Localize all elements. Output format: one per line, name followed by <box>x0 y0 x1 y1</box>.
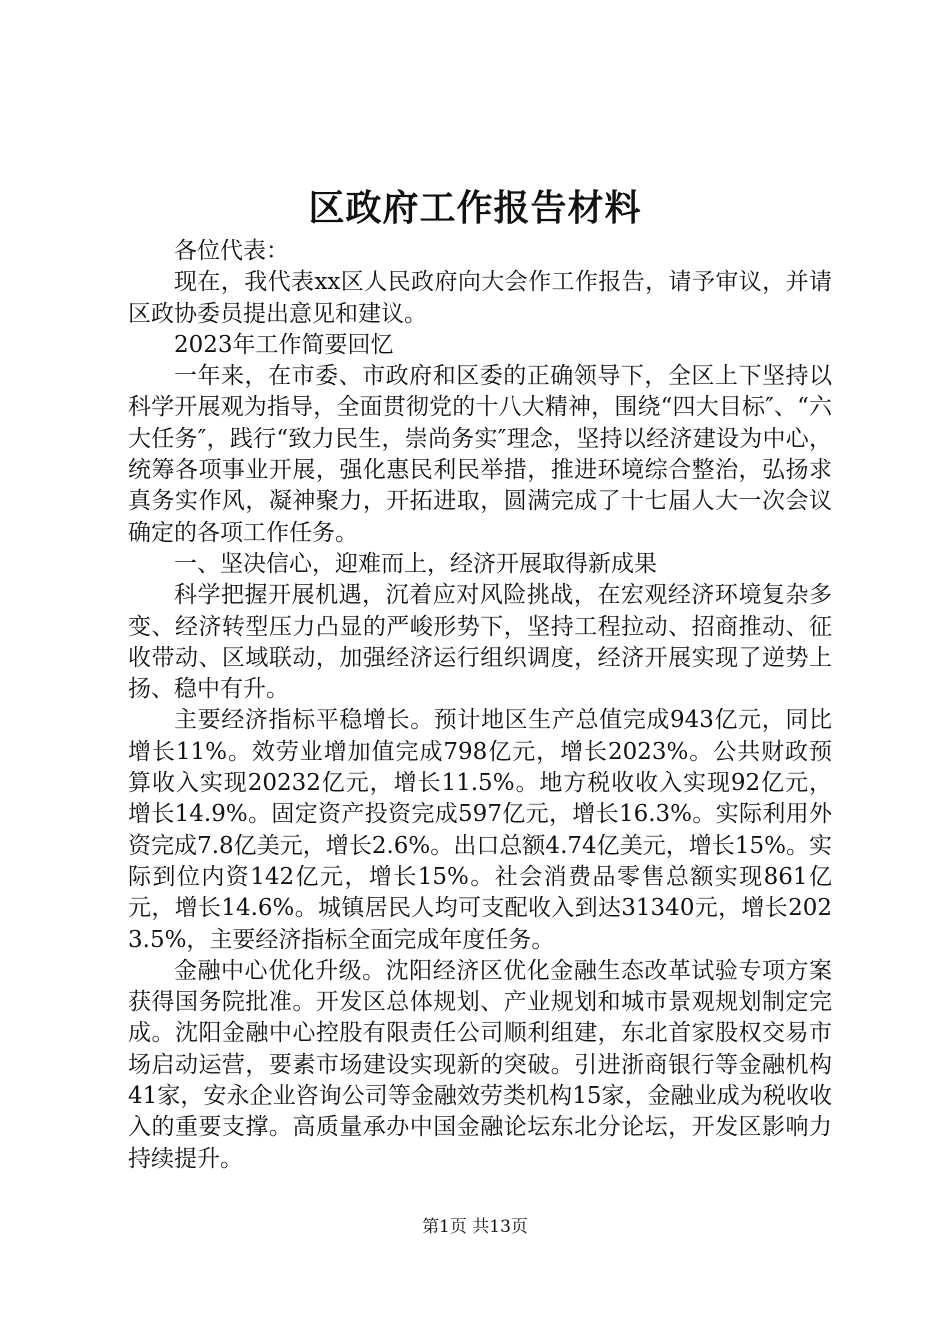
paragraph-review-heading: 2023年工作简要回忆 <box>174 331 394 358</box>
paragraph-salutation: 各位代表： <box>174 238 289 264</box>
paragraph-section-one-overview: 科学把握开展机遇，沉着应对风险挑战，在宏观经济环境复杂多变、经济转型压力凸显的严峻形势下，坚持工程拉动、招商推动、征收带动、区域联动，加强经济运行组织调度，经济开展实现了逆势上扬、稳中有升。 <box>128 582 832 703</box>
paragraph-economic-indicators: 主要经济指标平稳增长。预计地区生产总值完成943亿元，同比增长11%。效劳业增加值完成798亿元，增长2023%。公共财政预算收入实现20232亿元，增长11.5%。地方税收收入实现92亿元，增长14.9%。固定资产投资完成597亿元，增长16.3%。实际利用外资完成7.8亿美元，增长2.6%。出口总额4.74亿美元，增长15%。实际到位内资142亿元，增长15%。社会消费品零售总额实现861亿元，增长14.6%。城镇居民人均可支配收入到达31340元，增长2023.5%，主要经济指标全面完成年度任务。 <box>128 707 832 953</box>
paragraph-intro: 现在，我代表xx区人民政府向大会作工作报告，请予审议，并请区政协委员提出意见和建议。 <box>128 269 832 327</box>
document-body <box>128 236 832 1175</box>
paragraph-review-summary: 一年来，在市委、市政府和区委的正确领导下，全区上下坚持以科学开展观为指导，全面贯彻党的十八大精神，围绕“四大目标″、“六大任务″，践行“致力民生，崇尚务实″理念，坚持以经济建设为中心，统筹各项事业开展，强化惠民利民举措，推进环境综合整治，弘扬求真务实作风，凝神聚力，开拓进取，圆满完成了十七届人大一次会议确定的各项工作任务。 <box>128 363 832 546</box>
document-title: 区政府工作报告材料 <box>308 187 642 229</box>
paragraph-section-one-heading: 一、坚决信心，迎难而上，经济开展取得新成果 <box>174 550 657 577</box>
paragraph-financial-center: 金融中心优化升级。沈阳经济区优化金融生态改革试验专项方案获得国务院批准。开发区总体规划、产业规划和城市景观规划制定完成。沈阳金融中心控股有限责任公司顺利组建，东北首家股权交易市场启动运营，要素市场建设实现新的突破。引进浙商银行等金融机构41家，安永企业咨询公司等金融效劳类机构15家，金融业成为税收收入的重要支撑。高质量承办中国金融论坛东北分论坛，开发区影响力持续提升。 <box>128 957 832 1172</box>
page-number-footer: 第1页 共13页 <box>422 1217 528 1237</box>
